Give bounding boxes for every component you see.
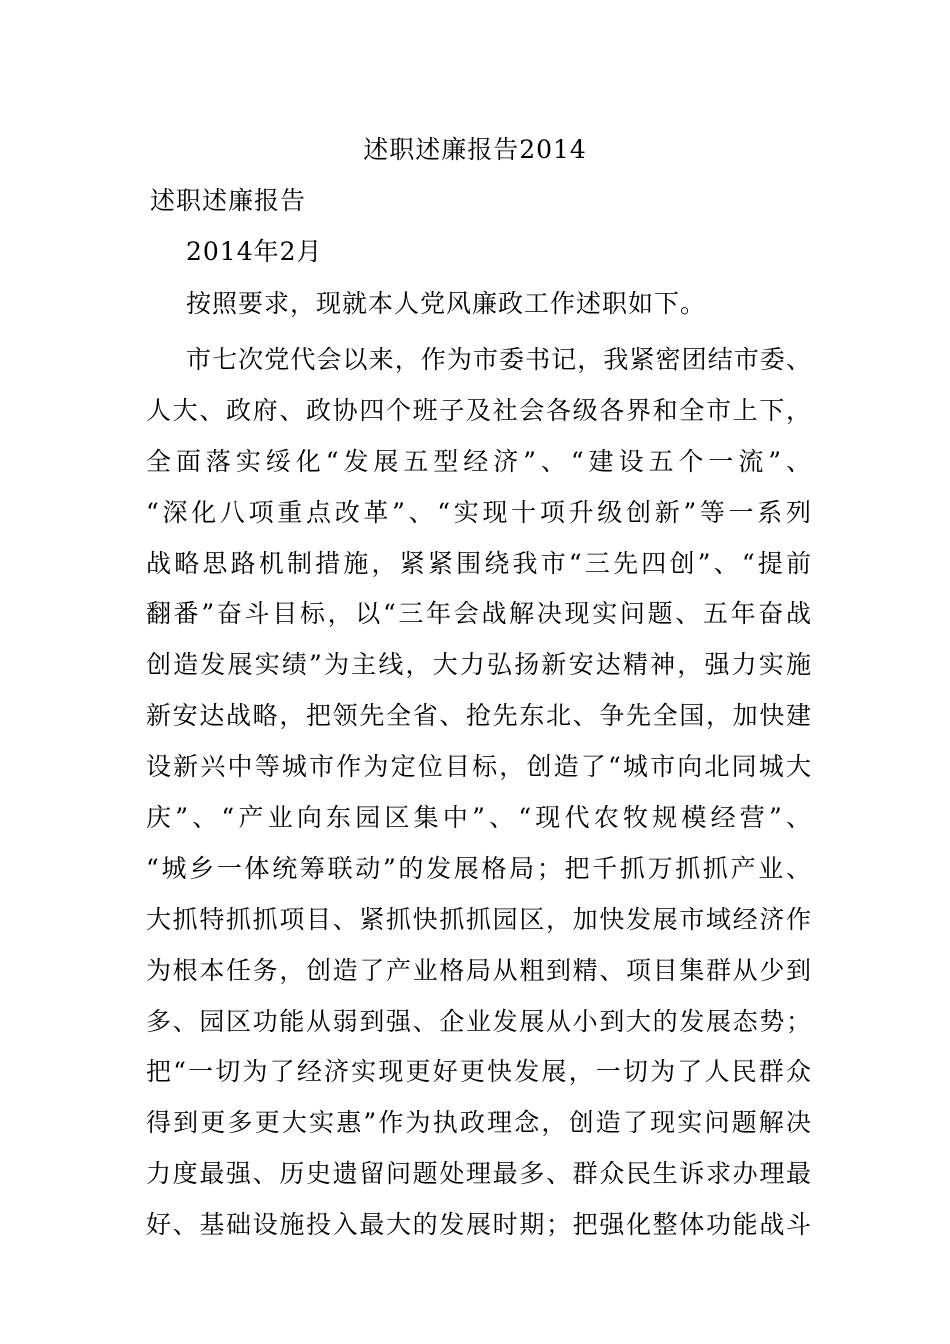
body-line: 力度最强、历史遗留问题处理最多、群众民生诉求办理最 [146, 1159, 811, 1189]
body-line: 好、基础设施投入最大的发展时期；把强化整体功能战斗 [146, 1210, 811, 1240]
document-title: 述职述廉报告2014 [363, 135, 587, 164]
document-date: 2014年2月 [186, 237, 323, 266]
body-line: 得到更多更大实惠”作为执政理念，创造了现实问题解决 [146, 1108, 811, 1138]
body-line: 庆”、“产业向东园区集中”、“现代农牧规模经营”、 [146, 803, 811, 833]
body-line: 新安达战略，把领先全省、抢先东北、争先全国，加快建 [146, 701, 811, 731]
document-subtitle: 述职述廉报告 [150, 186, 307, 215]
body-line: 战略思路机制措施，紧紧围绕我市“三先四创”、“提前 [146, 548, 811, 578]
body-line: 创造发展实绩”为主线，大力弘扬新安达精神，强力实施 [146, 650, 811, 680]
body-line: 设新兴中等城市作为定位目标，创造了“城市向北同城大 [146, 752, 811, 782]
body-line: 全面落实绥化“发展五型经济”、“建设五个一流”、 [146, 446, 811, 476]
intro-paragraph: 按照要求，现就本人党风廉政工作述职如下。 [186, 289, 707, 318]
body-line: 把“一切为了经济实现更好更快发展，一切为了人民群众 [146, 1057, 811, 1087]
body-line: 翻番”奋斗目标，以“三年会战解决现实问题、五年奋战 [146, 599, 811, 629]
body-line: 市七次党代会以来，作为市委书记，我紧密团结市委、 [186, 345, 811, 374]
body-line: 大抓特抓抓项目、紧抓快抓抓园区，加快发展市域经济作 [146, 904, 811, 934]
body-line: 为根本任务，创造了产业格局从粗到精、项目集群从少到 [146, 955, 811, 985]
body-line: “深化八项重点改革”、“实现十项升级创新”等一系列 [146, 497, 811, 527]
body-line: 人大、政府、政协四个班子及社会各级各界和全市上下， [146, 395, 811, 425]
body-line: “城乡一体统筹联动”的发展格局；把千抓万抓抓产业、 [146, 853, 811, 883]
body-paragraph [146, 335, 811, 1251]
body-line: 多、园区功能从弱到强、企业发展从小到大的发展态势； [146, 1006, 811, 1036]
